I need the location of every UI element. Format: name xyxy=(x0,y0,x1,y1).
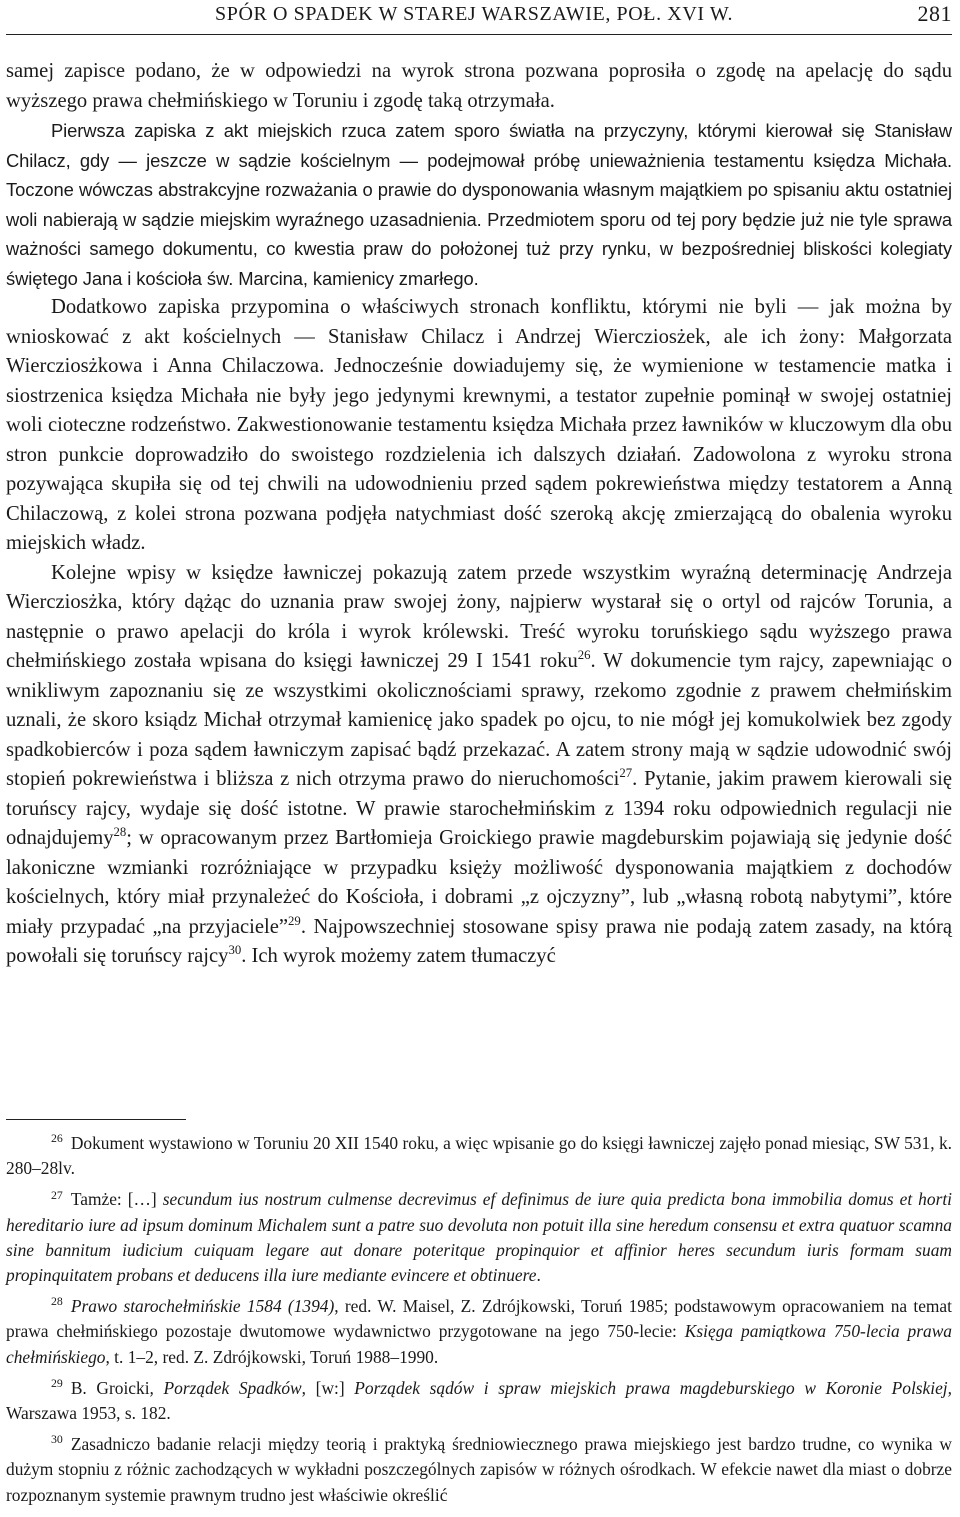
main-text xyxy=(6,57,952,972)
paragraph-first-record: Pierwsza zapiska z akt miejskich rzuca zatem sporo światła na przyczyny, którymi kierował się Stanisław Chilacz, gdy — jeszcze w sądzie kościelnym — podejmował próbę unieważnienia testamentu księdza Michała. Toczone wówczas abstrakcyjne rozważania o prawie do dysponowania własnym majątkiem po spisaniu aktu ostatniej woli nabierają w sądzie miejskim wyraźnego uzasadnienia. Przedmiotem sporu od tej pory będzie już nie tyle sprawa ważności samego dokumentu, co kwestia praw do położonej tuż przy rynku, w bezpośredniej bliskości kolegiaty świętego Jana i kościoła św. Marcina, kamienicy zmarłego. xyxy=(6,120,952,289)
cited-title: , Porządek Spadków xyxy=(149,1377,302,1398)
page-header xyxy=(6,0,952,30)
footnote-ref-30[interactable]: 30 xyxy=(228,943,242,958)
footnote-text: Zasadniczo badanie relacji między teorią i praktyką średniowiecznego prawa miejskiego jest bardzo trudne, co wynika w dużym stopniu z różnic zachodzących w wykładni poszczególnych zapisów w różnych ośrodkach. W efekcie nawet dla miast o dobrze rozpoznanym systemie prawnym trudno jest właściwie określić xyxy=(6,1434,952,1505)
cited-title: Księga pamiątkowa 750-lecia prawa chełmińskiego xyxy=(6,1321,953,1367)
footnotes xyxy=(6,1131,952,1514)
footnote-number: 30 xyxy=(51,1432,63,1447)
text-run: . Ich wyrok możemy zatem tłumaczyć xyxy=(241,945,556,967)
paragraph-appeal xyxy=(6,559,952,972)
footnote-26 xyxy=(6,1131,952,1181)
footnote-30 xyxy=(6,1432,952,1508)
text-run: . W dokumencie tym rajcy, zapewniając o wnikliwym zapoznaniu się ze wszystkimi okolicznościami sprawy, rzekomo zgodnie z prawem chełmińskim uznali, że skoro ksiądz Michał otrzymał kamienicę jako spadek po ojcu, to nie mógł jej komukolwiek bez zgody spadkobierców i poza sądem ławniczym zapisać bądź przekazać. A zatem strony mają w sądzie udowodnić swój stopień pokrewieństwa i bliższa z nich otrzyma prawo do nieruchomości xyxy=(6,650,952,790)
footnote-number: 26 xyxy=(51,1131,63,1146)
footnote-text: . xyxy=(536,1265,541,1286)
header-rule xyxy=(6,34,952,35)
footnote-text: , red. W. Maisel, Z. Zdrójkowski, Toruń 1985; podstawowym opracowaniem na temat prawa chełmińskiego pozostaje dwutomowe wydawnictwo przygotowane na jego 750-lecie: xyxy=(6,1296,952,1342)
text-run: Kolejne wpisy w księdze ławniczej pokazują zatem przede wszystkim wyraźną determinację Andrzeja Wiercziosżka, który dążąc do uznania praw swojej żony, najpierw wystarał się o ortyl od rajców Torunia, a następnie o prawo apelacji do króla i wyrok królewski. Treść wyroku toruńskiego sądu wyższego prawa chełmińskiego została wpisana do księgi ławniczej 29 I 1541 roku xyxy=(6,561,952,672)
footnote-separator xyxy=(6,1119,186,1120)
footnote-27 xyxy=(6,1187,952,1288)
footnote-ref-26[interactable]: 26 xyxy=(577,648,591,663)
footnote-text: , [w:] xyxy=(301,1377,355,1398)
page-number: 281 xyxy=(917,1,952,26)
footnote-28 xyxy=(6,1294,952,1370)
footnote-ref-29[interactable]: 29 xyxy=(288,913,301,928)
footnote-number: 29 xyxy=(51,1376,63,1391)
footnote-number: 27 xyxy=(51,1187,63,1202)
footnote-ref-27[interactable]: 27 xyxy=(619,766,633,781)
footnote-text: Dokument wystawiono w Toruniu 20 XII 1540 roku, a więc wpisanie go do księgi ławniczej zajęło ponad miesiąc, SW 531, k. 280–28lv. xyxy=(6,1133,952,1179)
footnote-text: , t. 1–2, red. Z. Zdrójkowski, Toruń 1988–1990. xyxy=(105,1346,439,1367)
paragraph-continued: samej zapisce podano, że w odpowiedzi na wyrok strona pozwana poprosiła o zgodę na apelację do sądu wyższego prawa chełmińskiego w Toruniu i zgodę taką otrzymała. xyxy=(6,60,952,112)
text-run: . Pytanie, jakim prawem kierowali się toruńscy rajcy, wydaje się dość istotne. W prawie starochełmińskim z 1394 roku odpowiednich regulacji nie odnajdujemy xyxy=(6,768,952,849)
running-head: SPÓR O SPADEK W STAREJ WARSZAWIE, POŁ. XVI W. xyxy=(215,3,734,25)
cited-title: Prawo starochełmińskie 1584 (1394) xyxy=(70,1296,335,1317)
footnote-text: Tamże: […] xyxy=(70,1189,163,1210)
footnote-text: Warszawa 1953, s. 182. xyxy=(6,1403,171,1424)
text-run: ; w opracowanym przez Bartłomieja Groickiego prawie magdeburskim pojawiają się jedynie dość lakoniczne wzmianki rozróżniające w przypadku księży możliwość dysponowania majątkiem z dochodów kościelnych, który miał przynależeć do Kościoła, i dobrami „z ojczyzny”, lub „własną robotą nabytymi”, które miały przypadać „na przyjaciele” xyxy=(6,827,952,938)
cited-title: Porządek sądów i spraw miejskich prawa magdeburskiego w Koronie Polskiej, xyxy=(354,1377,952,1398)
footnote-number: 28 xyxy=(51,1294,63,1309)
latin-quotation: secundum ius nostrum culmense decrevimus ef definimus de iure quia predicta bona immobilia domus et horti hereditario iure ad ipsum dominum Michalem sunt a patre suo devoluta non potuit illa sine heredum consensu et extra quatuor scamna sine bannitum iudicium cuiquam legare aut donare poteritque propinquior et affinior heres secundum iuris formam suam propinquitatem probans et deducens illa iure mediante evincere et obtinuere xyxy=(6,1189,952,1286)
footnote-29 xyxy=(6,1376,952,1426)
footnote-ref-28[interactable]: 28 xyxy=(113,825,127,840)
footnote-text: B. Groicki xyxy=(70,1377,150,1398)
text-run: . Najpowszechniej stosowane spisy prawa nie podają zatem zasady, na którą powołali się toruńscy rajcy xyxy=(6,915,952,967)
paragraph-parties: Dodatkowo zapiska przypomina o właściwych stronach konfliktu, którymi nie byli — jak można by wnioskować z akt kościelnych — Stanisław Chilacz i Andrzej Wiercziosżek, ale ich żony: Małgorzata Wiercziosżkowa i Anna Chilaczowa. Jednocześnie dowiadujemy się, że wymienione w testamencie matka i siostrzenica księdza Michała nie były jego jedynymi krewnymi, a testator zupełnie pominął w swojej ostatniej woli cioteczne rodzeństwo. Zakwestionowanie testamentu księdza Michała przez ławników w kluczowym dla obu stron punkcie doprowadziło do swoistego rozdzielenia ich dalszych działań. Zadowolona z wyroku strona pozywająca skupiła się od tej chwili na udowodnieniu przed sądem pokrewieństwa między testatorem a Anną Chilaczową, z kolei strona pozwana podjęła natychmiast dość szeroką akcję zmierzającą do obalenia wyroku miejskich władz. xyxy=(6,296,952,554)
